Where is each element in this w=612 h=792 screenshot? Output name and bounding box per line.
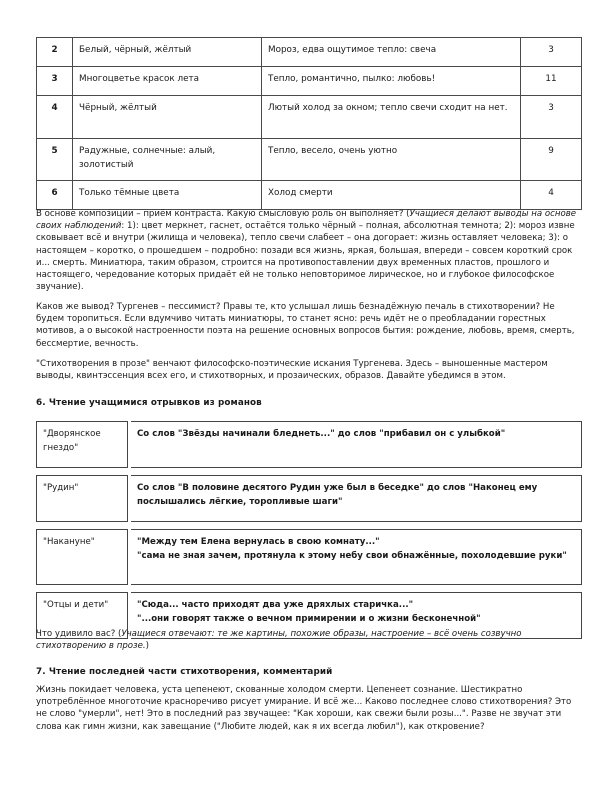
table-row	[36, 529, 582, 585]
excerpt-line: "Сюда... часто приходят два уже дряхлых старичка..."	[137, 600, 414, 610]
count-cell: 4	[521, 181, 582, 210]
excerpt-line: "Между тем Елена вернулась в свою комнату..."	[137, 537, 380, 547]
row-number: 6	[37, 181, 73, 210]
row-number: 5	[37, 139, 73, 181]
section-heading-6: 6. Чтение учащимися отрывков из романов	[36, 398, 262, 408]
paragraph-composition: В основе композиции – приём контраста. Какую смысловую роль он выполняет? (Учащиеся делают выводы на основе своих наблюдений: 1): цвет меркнет, гаснет, остаётся только чёрный – полная, абсолютная темнота; 2): мороз извне сковывает всё и внутри (жилища и человека), тепло свечи слабеет – она догорает: жизнь оставляет человека; 3): о настоящем – коротко, о прошедшем – подробно: позади вся жизнь, яркая, большая, впереди – совсем короткий срок и... смерть. Миниатюра, таким образом, строится на противопоставлении двух временных пластов, прошлого и настоящего, чередование которых придаёт ей не только неповторимое лирическое, но и глубокое философское звучание).	[36, 209, 577, 293]
row-number: 4	[37, 96, 73, 139]
table-row	[37, 38, 582, 67]
paragraph-surprise: Что удивило вас? (Учащиеся отвечают: те же картины, похожие образы, настроение – всё очень созвучно стихотворению в прозе.)	[36, 629, 522, 652]
excerpt-line: "сама не зная зачем, протянула к этому небу свои обнажённые, похолодевшие руки"	[137, 551, 567, 561]
novel-excerpt	[131, 529, 582, 585]
colors-cell: Белый, чёрный, жёлтый	[73, 38, 262, 67]
mood-cell: Мороз, едва ощутимое тепло: свеча	[262, 38, 521, 67]
row-number: 3	[37, 67, 73, 96]
novel-excerpt: Со слов "В половине десятого Рудин уже был в беседке" до слов "Наконец ему послышались лёгкие, торопливые шаги"	[131, 475, 582, 522]
table-row	[37, 181, 582, 210]
paragraph-poems: "Стихотворения в прозе" венчают философско-поэтические искания Тургенева. Здесь – выношенные мастером выводы, квинтэссенция всех его, и стихотворных, и прозаических, образов. Давайте убедимся в этом.	[36, 359, 548, 382]
mood-cell: Холод смерти	[262, 181, 521, 210]
mood-cell: Тепло, романтично, пылко: любовь!	[262, 67, 521, 96]
paragraph-conclusion: Каков же вывод? Тургенев – пессимист? Правы те, кто услышал лишь безнадёжную печаль в стихотворении? Не будем торопиться. Если вдумчиво читать миниатюры, то станет ясно: речь идёт не о преобладании горестных мотивов, а о высокой настроенности поэта на решение основных вопросов бытия: рождение, любовь, время, смерть, бессмертие, вечность.	[36, 302, 575, 349]
novel-title: "Рудин"	[36, 475, 128, 522]
count-cell: 3	[521, 96, 582, 139]
novels-table	[36, 414, 582, 646]
table-row	[36, 475, 582, 522]
colors-mood-table	[36, 37, 582, 210]
colors-cell: Многоцветье красок лета	[73, 67, 262, 96]
excerpt-line: "...они говорят также о вечном примирении и о жизни бесконечной"	[137, 614, 481, 624]
table-row	[36, 421, 582, 468]
novel-title: "Дворянское гнездо"	[36, 421, 128, 468]
colors-cell: Только тёмные цвета	[73, 181, 262, 210]
row-number: 2	[37, 38, 73, 67]
novel-excerpt: Со слов "Звёзды начинали бледнеть..." до слов "прибавил он с улыбкой"	[131, 421, 582, 468]
mood-cell: Лютый холод за окном; тепло свечи сходит на нет.	[262, 96, 521, 139]
count-cell: 3	[521, 38, 582, 67]
paragraph-final: Жизнь покидает человека, уста цепенеют, скованные холодом смерти. Цепенеет сознание. Шестикратно употреблённое многоточие красноречиво рисует умирание. И всё же... Каково последнее слово стихотворения? Это не слово "умерли", нет! Это в последний раз звучащее: "Как хороши, как свежи были розы...". Разве не звучат эти слова как гимн жизни, как завещание ("Любите людей, как я их всегда любил"), как откровение?	[36, 685, 572, 732]
table-row	[37, 67, 582, 96]
count-cell: 11	[521, 67, 582, 96]
colors-cell: Радужные, солнечные: алый, золотистый	[73, 139, 262, 181]
colors-cell: Чёрный, жёлтый	[73, 96, 262, 139]
mood-cell: Тепло, весело, очень уютно	[262, 139, 521, 181]
novel-title: "Накануне"	[36, 529, 128, 585]
table-row	[37, 139, 582, 181]
section-heading-7: 7. Чтение последней части стихотворения, комментарий	[36, 667, 333, 677]
count-cell: 9	[521, 139, 582, 181]
table-row	[37, 96, 582, 139]
novel-title: "Отцы и дети"	[36, 592, 128, 639]
